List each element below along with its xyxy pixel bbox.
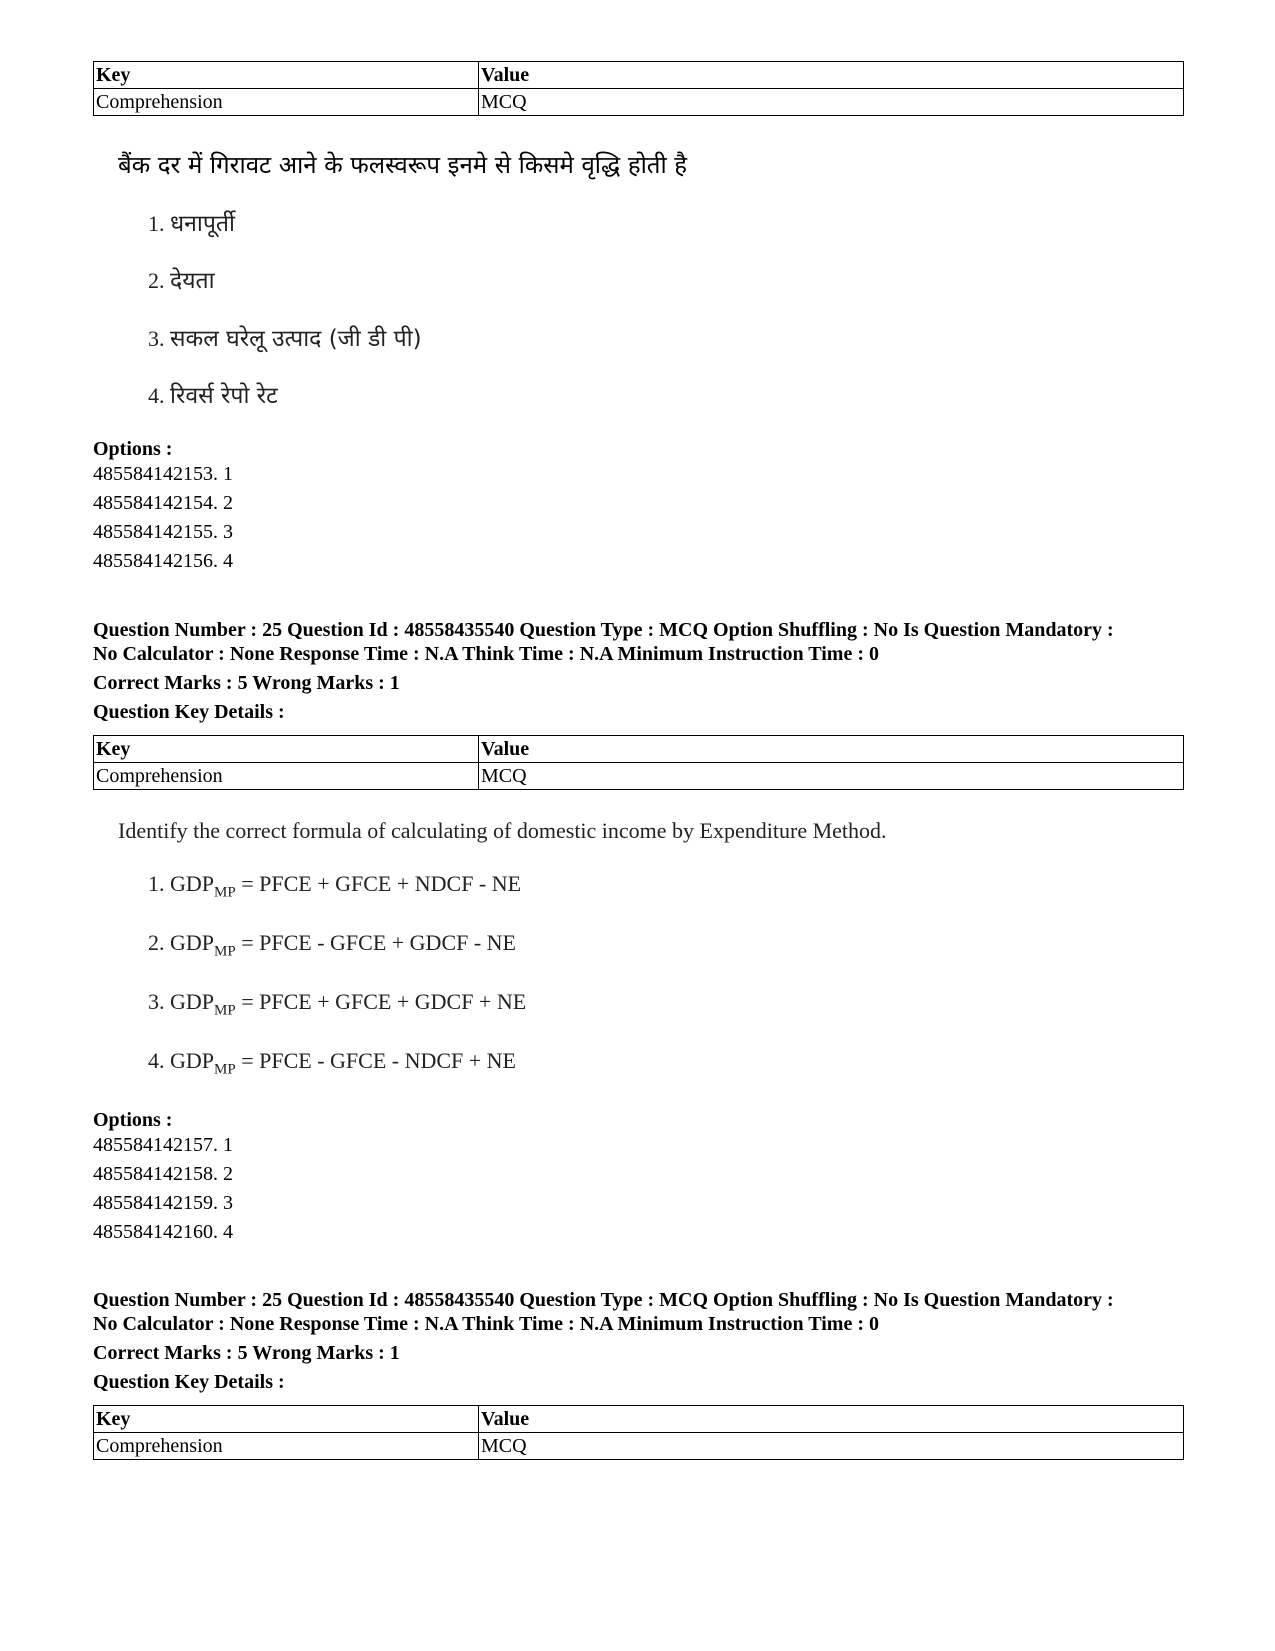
choice-formula-rest: = PFCE + GFCE + GDCF + NE [235, 989, 527, 1014]
choice-formula-base: GDP [170, 989, 215, 1014]
question-meta-3 [93, 1288, 1213, 1336]
choice-formula-subscript: MP [214, 1061, 236, 1078]
choice-text: देयता [170, 268, 215, 294]
choice-number: 3. [148, 326, 165, 351]
choice-number: 4. [148, 383, 165, 408]
question-choice-4 [148, 378, 278, 410]
marks-line: Correct Marks : 5 Wrong Marks : 1 [93, 1342, 400, 1364]
table-cell-key: Comprehension [94, 89, 479, 116]
table-header-value: Value [479, 1406, 1184, 1433]
choice-formula-base: GDP [170, 930, 215, 955]
question-meta-line-2: No Calculator : None Response Time : N.A Think Time : N.A Minimum Instruction Time : 0 [93, 1313, 879, 1335]
question-choice-2 [148, 263, 215, 295]
table-header-value: Value [479, 62, 1184, 89]
choice-number: 4. [148, 1048, 165, 1073]
question-choice-1 [148, 206, 235, 238]
table-header-value: Value [479, 736, 1184, 763]
table-cell-key: Comprehension [94, 1433, 479, 1460]
option-item: 485584142157. 1 [93, 1134, 233, 1156]
choice-text: रिवर्स रेपो रेट [170, 383, 278, 409]
choice-number: 2. [148, 930, 165, 955]
options-label: Options : [93, 438, 173, 460]
option-item: 485584142160. 4 [93, 1221, 233, 1243]
options-list-1 [93, 460, 233, 576]
option-item: 485584142153. 1 [93, 463, 233, 485]
options-list-2 [93, 1131, 233, 1247]
question-meta-line-1: Question Number : 25 Question Id : 48558435540 Question Type : MCQ Option Shuffling : No Is Question Mandatory : [93, 1289, 1114, 1311]
question-meta-line-2: No Calculator : None Response Time : N.A Think Time : N.A Minimum Instruction Time : 0 [93, 643, 879, 665]
option-item: 485584142155. 3 [93, 521, 233, 543]
key-details-label: Question Key Details : [93, 701, 285, 723]
question-meta-line-1: Question Number : 25 Question Id : 48558435540 Question Type : MCQ Option Shuffling : No Is Question Mandatory : [93, 619, 1114, 641]
option-item: 485584142154. 2 [93, 492, 233, 514]
question-choice-2 [148, 930, 516, 960]
choice-number: 3. [148, 989, 165, 1014]
choice-number: 1. [148, 211, 165, 236]
choice-formula-subscript: MP [214, 1002, 236, 1019]
choice-formula-subscript: MP [214, 943, 236, 960]
table-header-key: Key [94, 1406, 479, 1433]
question-key-table-2 [93, 735, 1184, 790]
table-cell-key: Comprehension [94, 763, 479, 790]
option-item: 485584142156. 4 [93, 550, 233, 572]
choice-text: धनापूर्ती [170, 211, 235, 237]
question-text-hindi: बैंक दर में गिरावट आने के फलस्वरूप इनमे से किसमे वृद्धि होती है [118, 151, 688, 179]
question-meta-2 [93, 618, 1213, 666]
choice-formula-rest: = PFCE + GFCE + NDCF - NE [235, 871, 522, 896]
table-cell-value: MCQ [479, 89, 1184, 116]
options-label: Options : [93, 1109, 173, 1131]
choice-formula-rest: = PFCE - GFCE + GDCF - NE [235, 930, 516, 955]
choice-formula-subscript: MP [214, 884, 236, 901]
choice-number: 1. [148, 871, 165, 896]
question-choice-3 [148, 321, 422, 353]
question-text-english: Identify the correct formula of calculating of domestic income by Expenditure Method. [118, 818, 887, 843]
key-details-label: Question Key Details : [93, 1371, 285, 1393]
option-item: 485584142158. 2 [93, 1163, 233, 1185]
table-cell-value: MCQ [479, 763, 1184, 790]
choice-formula-base: GDP [170, 871, 215, 896]
question-key-table-1 [93, 61, 1184, 116]
question-choice-3 [148, 989, 526, 1019]
question-key-table-3 [93, 1405, 1184, 1460]
table-header-key: Key [94, 736, 479, 763]
choice-text: सकल घरेलू उत्पाद (जी डी पी) [170, 326, 422, 352]
question-choice-4 [148, 1048, 516, 1078]
choice-formula-base: GDP [170, 1048, 215, 1073]
choice-number: 2. [148, 268, 165, 293]
question-choice-1 [148, 871, 521, 901]
table-cell-value: MCQ [479, 1433, 1184, 1460]
choice-formula-rest: = PFCE - GFCE - NDCF + NE [235, 1048, 516, 1073]
option-item: 485584142159. 3 [93, 1192, 233, 1214]
table-header-key: Key [94, 62, 479, 89]
marks-line: Correct Marks : 5 Wrong Marks : 1 [93, 672, 400, 694]
